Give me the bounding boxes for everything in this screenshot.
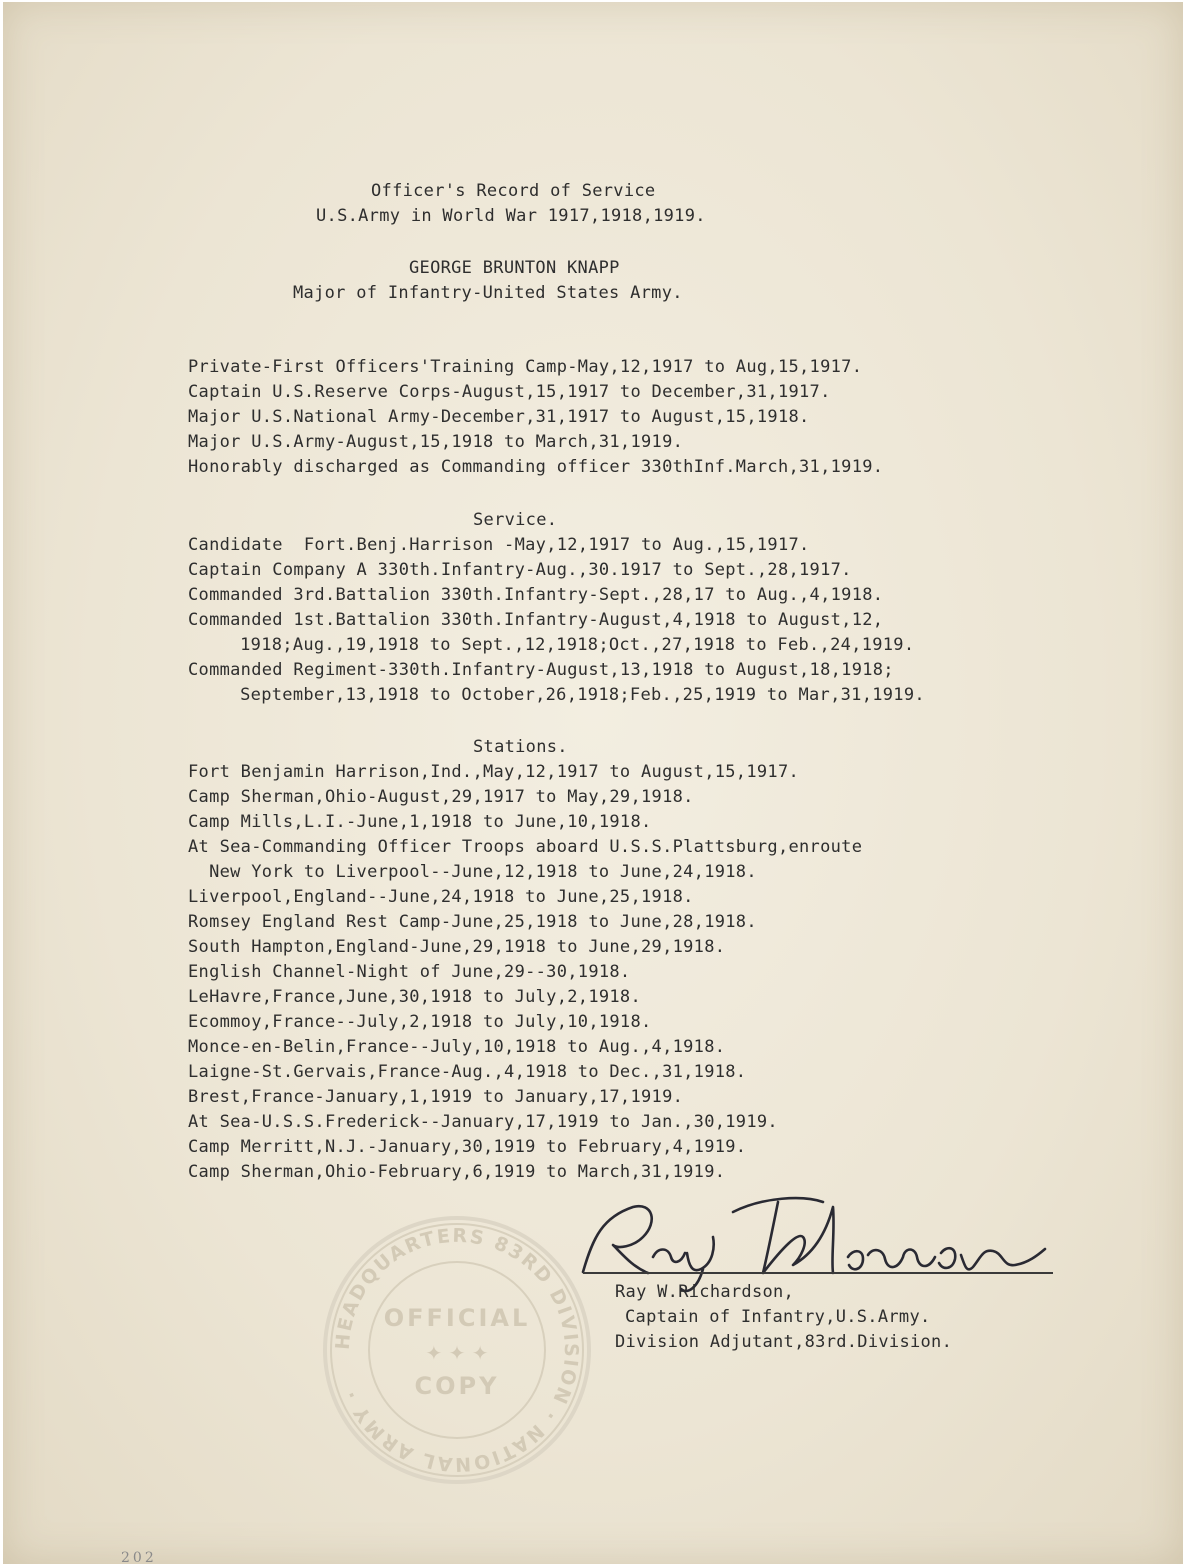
svg-text:OFFICIAL: OFFICIAL xyxy=(383,1304,531,1332)
station-line: New York to Liverpool--June,12,1918 to June,24,1918. xyxy=(188,862,757,882)
title-line-1: Officer's Record of Service xyxy=(371,181,656,201)
service-line: Captain Company A 330th.Infantry-Aug.,30.1917 to Sept.,28,1917. xyxy=(188,560,852,580)
station-line: Ecommoy,France--July,2,1918 to July,10,1918. xyxy=(188,1012,652,1032)
officer-name: GEORGE BRUNTON KNAPP xyxy=(409,258,620,278)
station-line: Brest,France-January,1,1919 to January,17,1919. xyxy=(188,1087,684,1107)
service-line: Commanded 3rd.Battalion 330th.Infantry-Sept.,28,17 to Aug.,4,1918. xyxy=(188,585,884,605)
svg-text:HEADQUARTERS 83RD DIVISION · N: HEADQUARTERS 83RD DIVISION · NATIONAL ARMY · xyxy=(331,1224,583,1476)
station-line: Camp Mills,L.I.-June,1,1918 to June,10,1918. xyxy=(188,812,652,832)
station-line: Liverpool,England--June,24,1918 to June,25,1918. xyxy=(188,887,694,907)
station-line: Romsey England Rest Camp-June,25,1918 to June,28,1918. xyxy=(188,912,757,932)
station-line: Camp Merritt,N.J.-January,30,1919 to February,4,1919. xyxy=(188,1137,747,1157)
station-line: At Sea-U.S.S.Frederick--January,17,1919 to Jan.,30,1919. xyxy=(188,1112,778,1132)
record-line: Captain U.S.Reserve Corps-August,15,1917 to December,31,1917. xyxy=(188,382,831,402)
station-line: South Hampton,England-June,29,1918 to June,29,1918. xyxy=(188,937,726,957)
signer-position: Division Adjutant,83rd.Division. xyxy=(615,1332,953,1352)
corner-note: 202 xyxy=(121,1550,157,1566)
service-line: 1918;Aug.,19,1918 to Sept.,12,1918;Oct.,27,1918 to Feb.,24,1919. xyxy=(198,635,915,655)
title-line-2: U.S.Army in World War 1917,1918,1919. xyxy=(316,206,706,226)
stations-heading: Stations. xyxy=(473,737,568,757)
record-line: Honorably discharged as Commanding officer 330thInf.March,31,1919. xyxy=(188,457,884,477)
officer-rank: Major of Infantry-United States Army. xyxy=(293,283,683,303)
record-line: Major U.S.Army-August,15,1918 to March,31,1919. xyxy=(188,432,684,452)
embossed-seal-icon xyxy=(321,1214,593,1486)
station-line: Camp Sherman,Ohio-August,29,1917 to May,29,1918. xyxy=(188,787,694,807)
signature-underline xyxy=(583,1272,1053,1274)
service-line: Commanded Regiment-330th.Infantry-August,13,1918 to August,18,1918; xyxy=(188,660,894,680)
service-line: Commanded 1st.Battalion 330th.Infantry-August,4,1918 to August,12, xyxy=(188,610,884,630)
signer-title: Captain of Infantry,U.S.Army. xyxy=(625,1307,931,1327)
station-line: Monce-en-Belin,France--July,10,1918 to Aug.,4,1918. xyxy=(188,1037,726,1057)
signature-icon xyxy=(563,1177,1053,1297)
station-line: English Channel-Night of June,29--30,1918. xyxy=(188,962,631,982)
station-line: Fort Benjamin Harrison,Ind.,May,12,1917 to August,15,1917. xyxy=(188,762,800,782)
station-line: Camp Sherman,Ohio-February,6,1919 to March,31,1919. xyxy=(188,1162,726,1182)
signer-name: Ray W.Richardson, xyxy=(615,1282,795,1302)
record-line: Major U.S.National Army-December,31,1917 to August,15,1918. xyxy=(188,407,810,427)
svg-text:✦ ✦ ✦: ✦ ✦ ✦ xyxy=(425,1341,489,1365)
service-line: Candidate Fort.Benj.Harrison -May,12,1917 to Aug.,15,1917. xyxy=(188,535,810,555)
record-line: Private-First Officers'Training Camp-May,12,1917 to Aug,15,1917. xyxy=(188,357,863,377)
svg-text:COPY: COPY xyxy=(414,1372,500,1400)
service-line: September,13,1918 to October,26,1918;Feb.,25,1919 to Mar,31,1919. xyxy=(198,685,925,705)
service-heading: Service. xyxy=(473,510,558,530)
document-page xyxy=(3,2,1183,1564)
station-line: LeHavre,France,June,30,1918 to July,2,1918. xyxy=(188,987,641,1007)
station-line: Laigne-St.Gervais,France-Aug.,4,1918 to Dec.,31,1918. xyxy=(188,1062,747,1082)
station-line: At Sea-Commanding Officer Troops aboard U.S.S.Plattsburg,enroute xyxy=(188,837,863,857)
